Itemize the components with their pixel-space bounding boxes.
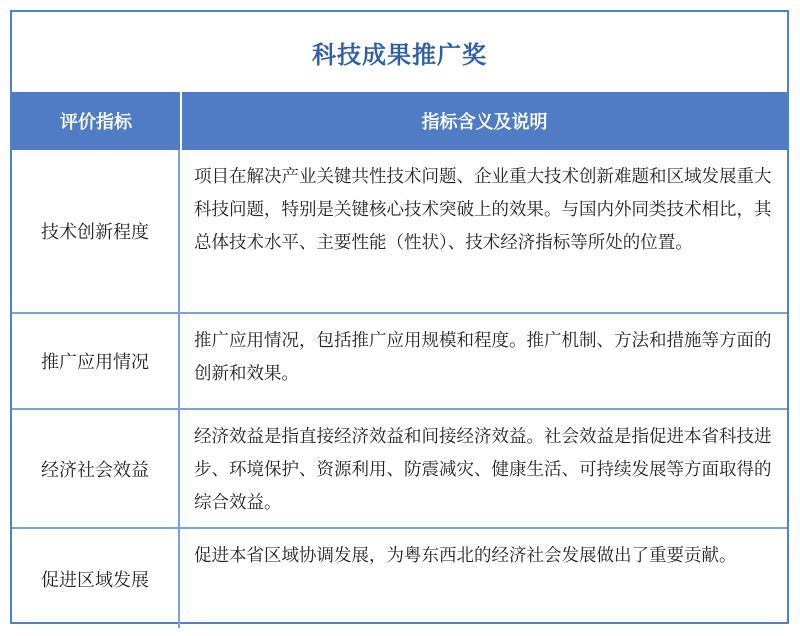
indicator-cell: 技术创新程度: [12, 150, 180, 312]
description-cell: 项目在解决产业关键共性技术问题、企业重大技术创新难题和区域发展重大科技问题，特别是关键核心技术突破上的效果。与国内外同类技术相比，其总体技术水平、主要性能（性状）、技术经济指标等所处的位置。: [194, 167, 772, 253]
table-header: [12, 92, 787, 150]
header-description: 指标含义及说明: [421, 112, 548, 133]
table-row: [12, 527, 787, 628]
indicator-cell: 经济社会效益: [12, 410, 180, 527]
table-row: [12, 408, 787, 527]
award-table: [10, 10, 789, 624]
description-cell: 推广应用情况，包括推广应用规模和程度。推广机制、方法和措施等方面的创新和效果。: [194, 331, 772, 384]
table-title: 科技成果推广奖: [312, 40, 487, 69]
description-cell: 促进本省区域协调发展，为粤东西北的经济社会发展做出了重要贡献。: [194, 546, 737, 566]
indicator-cell: 推广应用情况: [12, 314, 180, 408]
header-indicator: 评价指标: [12, 92, 182, 150]
indicator-cell: 促进区域发展: [12, 529, 180, 628]
description-cell: 经济效益是指直接经济效益和间接经济效益。社会效益是指促进本省科技进步、环境保护、资源利用、防震减灾、健康生活、可持续发展等方面取得的综合效益。: [194, 427, 772, 513]
table-row: [12, 312, 787, 408]
table-row: [12, 150, 787, 312]
table-body: [12, 150, 787, 628]
